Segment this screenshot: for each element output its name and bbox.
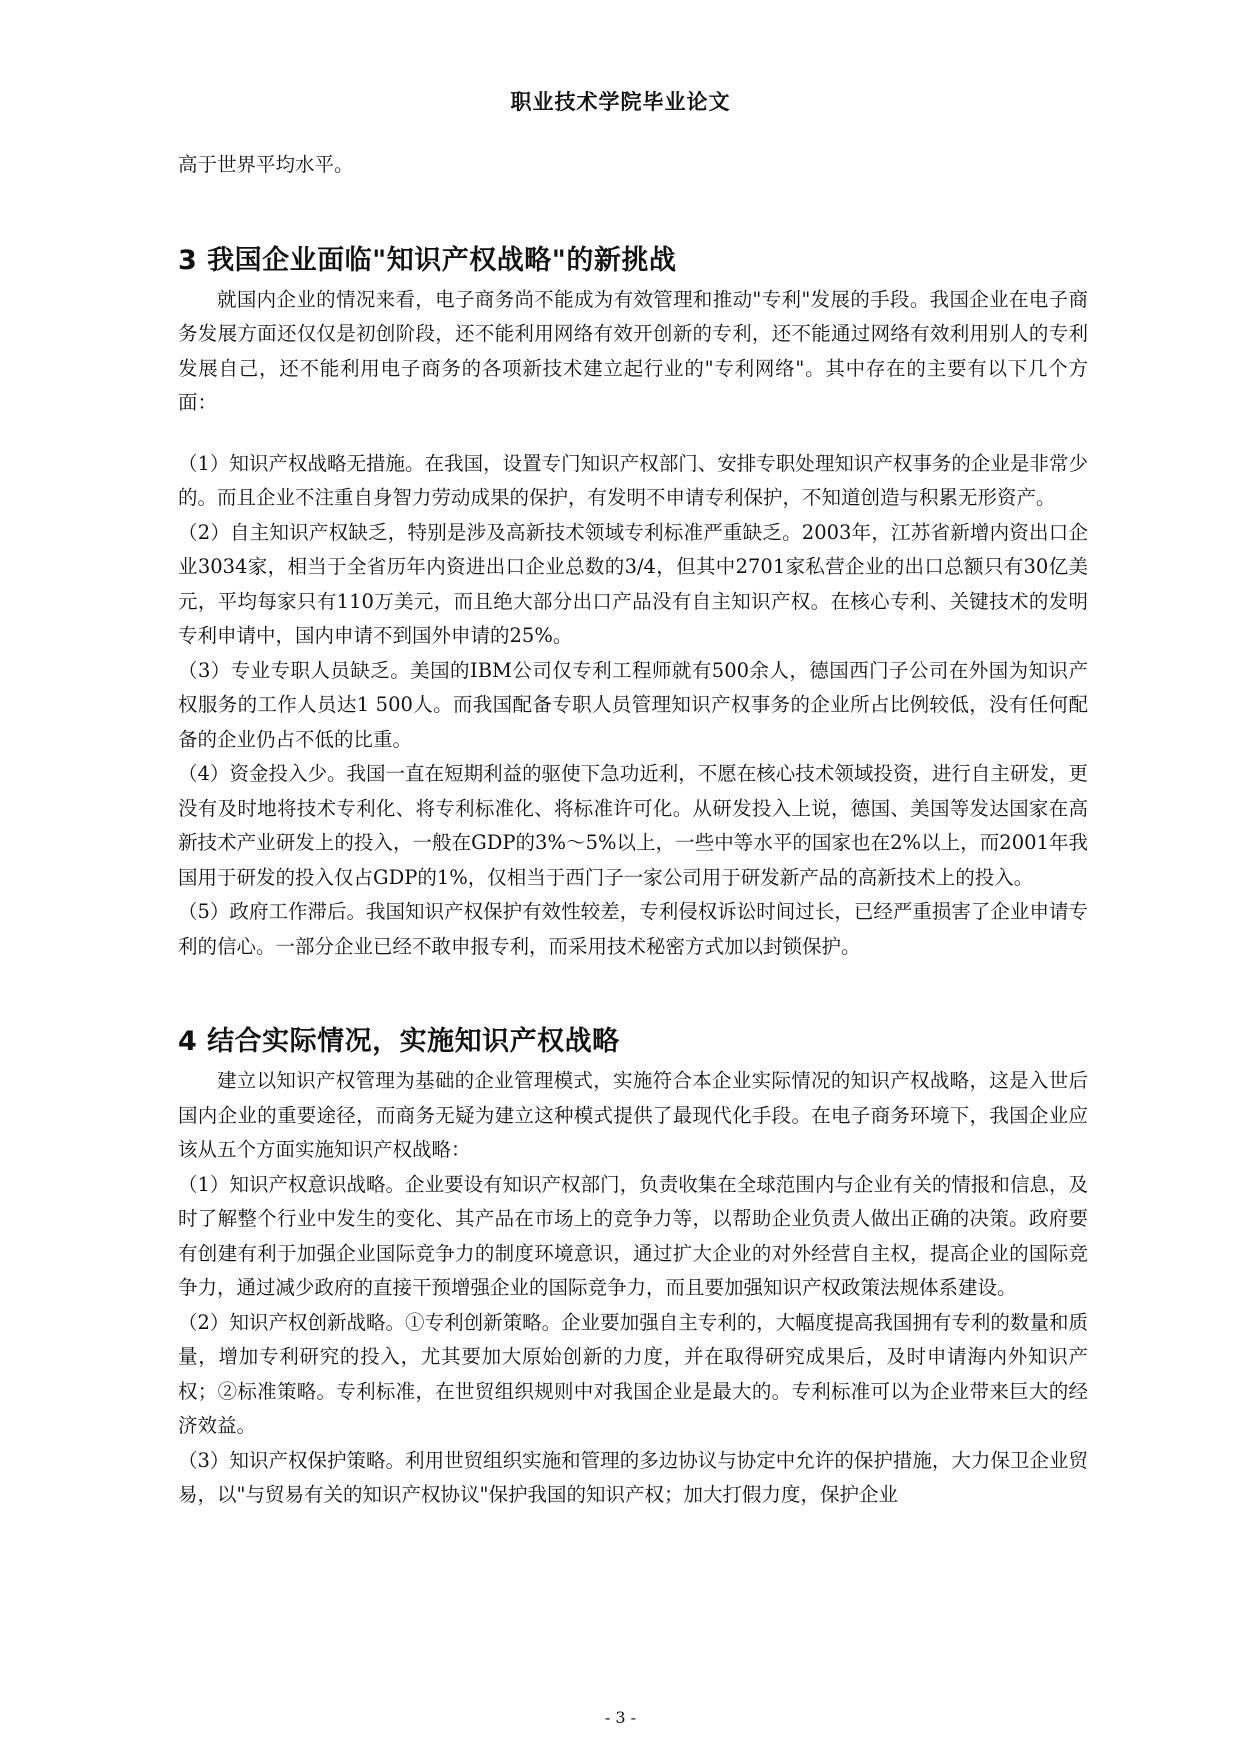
section-3-item-2: （2）自主知识产权缺乏，特别是涉及高新技术领域专利标准严重缺乏。2003年，江苏省新增内资出口企业3034家，相当于全省历年内资进出口企业总数的3/4，但其中2701家私营企业的出口总额只有30亿美元，平均每家只有110万美元，而且绝大部分出口产品没有自主知识产权。在核心专利、关键技术的发明专利申请中，国内申请不到国外申请的25%。 [178,520,1088,647]
section-3-item-3: （3）专业专职人员缺乏。美国的IBM公司仅专利工程师就有500余人，德国西门子公司在外国为知识产权服务的工作人员达1 500人。而我国配备专职人员管理知识产权事务的企业所占比例较低，没有任何配备的企业仍占不低的比重。 [178,658,1088,751]
page-header-title: 职业技术学院毕业论文 [510,90,731,114]
section-3-item-4: （4）资金投入少。我国一直在短期利益的驱使下急功近利，不愿在核心技术领域投资，进行自主研发，更没有及时地将技术专利化、将专利标准化、将标准许可化。从研发投入上说，德国、美国等发达国家在高新技术产业研发上的投入，一般在GDP的3%～5%以上，一些中等水平的国家也在2%以上，而2001年我国用于研发的投入仅占GDP的1%，仅相当于西门子一家公司用于研发新产品的高新技术上的投入。 [178,762,1088,889]
section-4-intro: 建立以知识产权管理为基础的企业管理模式，实施符合本企业实际情况的知识产权战略，这是入世后国内企业的重要途径，而商务无疑为建立这种模式提供了最现代化手段。在电子商务环境下，我国企业应该从五个方面实施知识产权战略： [178,1069,1088,1161]
spacer [178,183,1088,239]
page-number: - 3 - [604,1708,637,1727]
section-4-item-3: （3）知识产权保护策略。利用世贸组织实施和管理的多边协议与协定中允许的保护措施，大力保卫企业贸易，以"与贸易有关的知识产权协议"保护我国的知识产权；加大打假力度，保护企业 [178,1448,1088,1506]
section-3-intro: 就国内企业的情况来看，电子商务尚不能成为有效管理和推动"专利"发展的手段。我国企业在电子商务发展方面还仅仅是初创阶段，还不能利用网络有效开创新的专利，还不能通过网络有效利用别人的专利发展自己，还不能利用电子商务的各项新技术建立起行业的"专利网络"。其中存在的主要有以下几个方面： [178,287,1088,414]
continued-paragraph: 高于世界平均水平。 [178,153,354,176]
document-body [178,148,1088,1513]
section-3-item-1: （1）知识产权战略无措施。在我国，设置专门知识产权部门、安排专职处理知识产权事务的企业是非常少的。而且企业不注重自身智力劳动成果的保护，有发明不申请专利保护，不知道创造与积累无形资产。 [178,451,1088,509]
section-4-item-1: （1）知识产权意识战略。企业要设有知识产权部门，负责收集在全球范围内与企业有关的情报和信息，及时了解整个行业中发生的变化、其产品在市场上的竞争力等，以帮助企业负责人做出正确的决策。政府要有创建有利于加强企业国际竞争力的制度环境意识，通过扩大企业的对外经营自主权，提高企业的国际竞争力，通过减少政府的直接干预增强企业的国际竞争力，而且要加强知识产权政策法规体系建设。 [178,1172,1088,1299]
section-4-item-2: （2）知识产权创新战略。①专利创新策略。企业要加强自主专利的，大幅度提高我国拥有专利的数量和质量，增加专利研究的投入，尤其要加大原始创新的力度，并在取得研究成果后，及时申请海内外知识产权；②标准策略。专利标准，在世贸组织规则中对我国企业是最大的。专利标准可以为企业带来巨大的经济效益。 [178,1310,1088,1437]
section-4-heading: 4 结合实际情况，实施知识产权战略 [178,1026,620,1057]
spacer [178,421,1088,447]
section-3-item-5: （5）政府工作滞后。我国知识产权保护有效性较差，专利侵权诉讼时间过长，已经严重损害了企业申请专利的信心。一部分企业已经不敢申报专利，而采用技术秘密方式加以封锁保护。 [178,900,1088,958]
section-3-heading: 3 我国企业面临"知识产权战略"的新挑战 [178,244,677,276]
spacer [178,964,1088,1020]
